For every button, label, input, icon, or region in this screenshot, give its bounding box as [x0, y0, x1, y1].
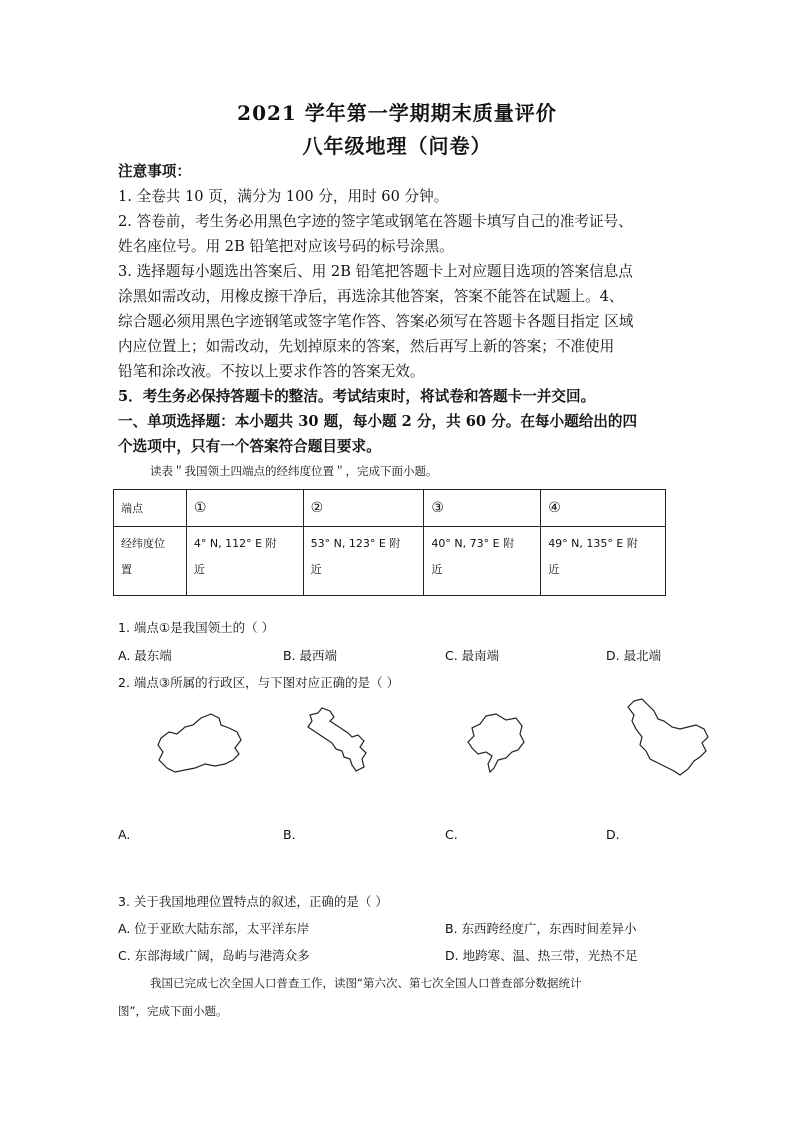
table-cell: 经纬度位 置 [114, 527, 187, 596]
table-cell: 40° N, 73° E 附 近 [424, 527, 541, 596]
table-row [114, 490, 666, 527]
table-row [114, 527, 666, 596]
table-cell: 4° N, 112° E 附 近 [186, 527, 303, 596]
xinjiang-outline-icon [155, 712, 245, 777]
instruction-line: 涂黑如需改动，用橡皮擦干净后，再选涂其他答案，答案不能答在试题上。4、 [118, 288, 624, 305]
q1-option-c[interactable]: C. 最南端 [445, 648, 500, 663]
q1-option-d[interactable]: D. 最北端 [606, 648, 662, 663]
census-intro-cont: 图”，完成下面小题。 [118, 1004, 228, 1018]
instruction-line: 2. 答卷前，考生务必用黑色字迹的签字笔或钢笔在答题卡填写自己的准考证号、 [118, 213, 633, 230]
exam-title: 2021 学年第一学期期末质量评价 [237, 101, 557, 125]
table-cell: 53° N, 123° E 附 近 [303, 527, 424, 596]
q2-option-a[interactable]: A. [118, 827, 131, 842]
instruction-line: 5．考生务必保持答题卡的整洁。考试结束时，将试卷和答题卡一并交回。 [118, 388, 596, 405]
q3-option-c[interactable]: C. 东部海域广阔，岛屿与港湾众多 [118, 948, 310, 963]
table-cell: 端点 [114, 490, 187, 527]
q1-option-b[interactable]: B. 最西端 [283, 648, 338, 663]
q2-option-b[interactable]: B. [283, 827, 296, 842]
instruction-line: 1. 全卷共 10 页，满分为 100 分，用时 60 分钟。 [118, 188, 449, 205]
tibet-outline-icon [466, 712, 526, 774]
heilongjiang-outline-icon [624, 697, 710, 779]
table-intro: 读表＂我国领土四端点的经纬度位置＂，完成下面小题。 [150, 464, 438, 478]
q3-option-a[interactable]: A. 位于亚欧大陆东部，太平洋东岸 [118, 921, 310, 936]
instruction-line: 铅笔和涂改液。不按以上要求作答的答案无效。 [118, 363, 425, 380]
table-cell: ④ [541, 490, 666, 527]
section-heading: 一、单项选择题：本小题共 30 题，每小题 2 分，共 60 分。在每小题给出的四 [118, 413, 638, 430]
q3-option-b[interactable]: B. 东西跨经度广，东西时间差异小 [445, 921, 637, 936]
section-heading-cont: 个选项中，只有一个答案符合题目要求。 [118, 438, 381, 455]
instruction-line: 内应位置上；如需改动，先划掉原来的答案，然后再写上新的答案；不准使用 [118, 338, 615, 355]
q2-option-c[interactable]: C. [445, 827, 458, 842]
exam-subtitle: 八年级地理（问卷） [302, 134, 492, 158]
table-cell: ② [303, 490, 424, 527]
coordinates-table [113, 489, 666, 596]
instruction-line: 3. 选择题每小题选出答案后、用 2B 铅笔把答题卡上对应题目选项的答案信息点 [118, 263, 633, 280]
table-cell: ③ [424, 490, 541, 527]
gansu-outline-icon [306, 705, 372, 777]
table-cell: 49° N, 135° E 附 近 [541, 527, 666, 596]
question-1-stem: 1. 端点①是我国领土的（ ） [118, 620, 275, 635]
instructions-heading: 注意事项： [118, 163, 191, 180]
question-3-stem: 3. 关于我国地理位置特点的叙述，正确的是（ ） [118, 894, 388, 909]
instruction-line: 姓名座位号。用 2B 铅笔把对应该号码的标号涂黑。 [118, 238, 454, 255]
q2-option-d[interactable]: D. [606, 827, 620, 842]
q3-option-d[interactable]: D. 地跨寒、温、热三带，光热不足 [445, 948, 638, 963]
instruction-line: 综合题必须用黑色字迹钢笔或签字笔作答、答案必须写在答题卡各题目指定 区域 [118, 313, 634, 330]
census-intro: 我国已完成七次全国人口普查工作，读图“第六次、第七次全国人口普查部分数据统计 [150, 976, 582, 990]
question-2-stem: 2. 端点③所属的行政区，与下图对应正确的是（ ） [118, 675, 400, 690]
table-cell: ① [186, 490, 303, 527]
q1-option-a[interactable]: A. 最东端 [118, 648, 172, 663]
